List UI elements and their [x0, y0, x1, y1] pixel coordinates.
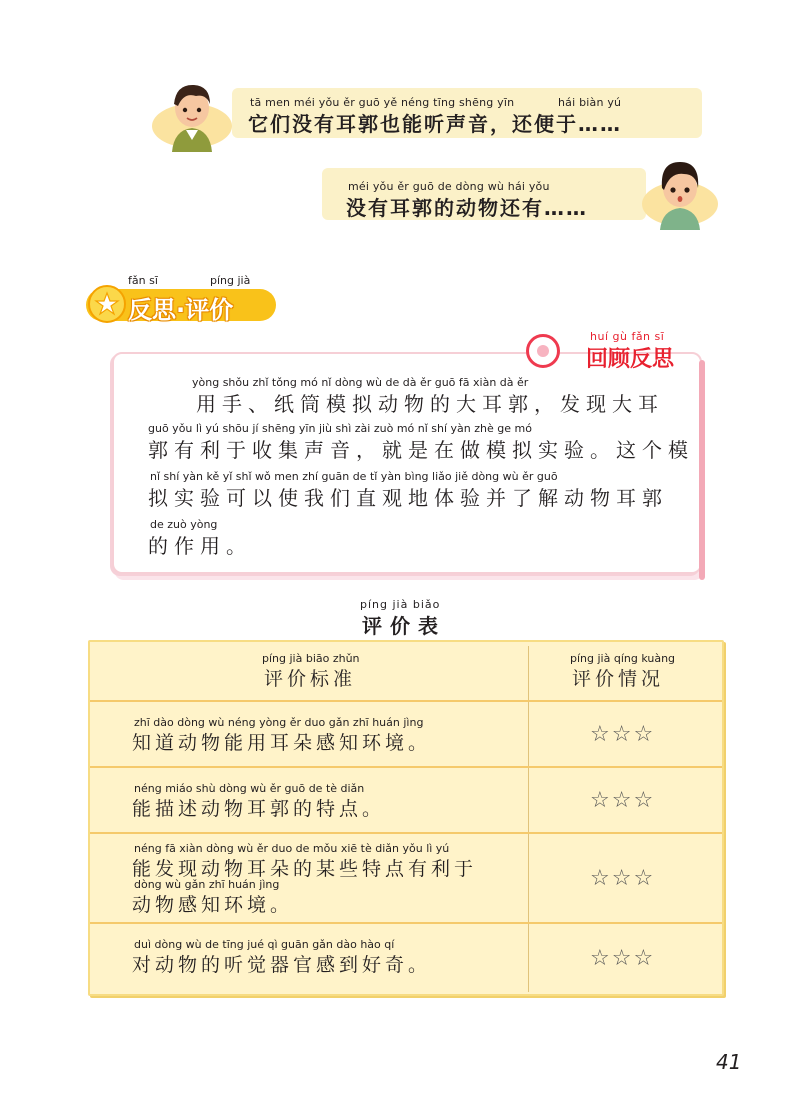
row-1-criteria: 知道动物能用耳朵感知环境。 — [132, 732, 432, 754]
reflection-line-2: 郭有利于收集声音，就是在做模拟实验。这个模 — [148, 438, 694, 462]
row-3-star-rating[interactable]: ☆☆☆ — [590, 866, 656, 891]
row-3-criteria: 能发现动物耳朵的某些特点有利于 — [132, 858, 478, 880]
reflection-line-3-pinyin: nǐ shí yàn kě yǐ shǐ wǒ men zhí guān de tǐ yàn bìng liǎo jiě dòng wù ěr guō — [150, 470, 558, 483]
row-4-pinyin: duì dòng wù de tīng jué qì guān gǎn dào hào qí — [134, 938, 395, 951]
reflection-badge-label: 回顾反思 — [586, 347, 675, 372]
header-result: 评价情况 — [572, 668, 665, 690]
row-2-star-rating[interactable]: ☆☆☆ — [590, 788, 656, 813]
boy-avatar — [150, 76, 234, 152]
reflection-badge-pinyin: huí gù fǎn sī — [590, 330, 665, 343]
dialog-2-text: 没有耳郭的动物还有…… — [346, 196, 588, 220]
reflection-line-3: 拟实验可以使我们直观地体验并了解动物耳郭 — [148, 486, 668, 510]
row-3-pinyin: néng fā xiàn dòng wù ěr duo de mǒu xiē tè diǎn yǒu lì yú — [134, 842, 450, 855]
table-title-pinyin: píng jià biǎo — [360, 598, 441, 611]
row-4-criteria: 对动物的听觉器官感到好奇。 — [132, 954, 432, 976]
section-pinyin-a: fǎn sī — [128, 274, 158, 287]
header-criteria: 评价标准 — [264, 668, 357, 690]
reflection-line-2-pinyin: guō yǒu lì yú shōu jí shēng yīn jiù shì zài zuò mó nǐ shí yàn zhè ge mó — [148, 422, 532, 435]
table-row-divider — [90, 766, 722, 768]
magnifier-icon — [526, 334, 560, 368]
header-criteria-pinyin: píng jià biāo zhǔn — [262, 652, 360, 665]
header-result-pinyin: píng jià qíng kuàng — [570, 652, 676, 665]
reflection-badge — [524, 330, 700, 370]
row-1-pinyin: zhī dào dòng wù néng yòng ěr duo gǎn zhī huán jìng — [134, 716, 424, 729]
table-row-divider — [90, 832, 722, 834]
reflection-line-4-pinyin: de zuò yòng — [150, 518, 218, 531]
section-pinyin-b: píng jià — [210, 274, 251, 287]
row-2-pinyin: néng miáo shù dòng wù ěr guō de tè diǎn — [134, 782, 365, 795]
reflection-line-1-pinyin: yòng shǒu zhǐ tǒng mó nǐ dòng wù de dà ěr guō fā xiàn dà ěr — [192, 376, 529, 389]
star-hand-icon — [88, 285, 126, 323]
dialog-1-pinyin-2: hái biàn yú — [558, 96, 622, 109]
row-3-criteria-2: 动物感知环境。 — [132, 894, 294, 916]
section-title: 反思·评价 — [128, 296, 234, 324]
reflection-line-4: 的作用。 — [148, 534, 252, 558]
table-row-divider — [90, 922, 722, 924]
row-2-criteria: 能描述动物耳郭的特点。 — [132, 798, 386, 820]
page-number: 41 — [716, 1050, 742, 1074]
row-1-star-rating[interactable]: ☆☆☆ — [590, 722, 656, 747]
section-title-block — [86, 283, 282, 323]
row-4-star-rating[interactable]: ☆☆☆ — [590, 946, 656, 971]
evaluation-table — [88, 640, 724, 996]
table-row-divider — [90, 700, 722, 702]
row-3-pinyin-2: dòng wù gǎn zhī huán jìng — [134, 878, 280, 891]
dialog-1-pinyin: tā men méi yǒu ěr guō yě néng tīng shēng yīn — [250, 96, 515, 109]
girl-avatar — [640, 152, 720, 230]
table-column-divider — [528, 646, 529, 992]
dialog-2-pinyin: méi yǒu ěr guō de dòng wù hái yǒu — [348, 180, 550, 193]
reflection-box-edge — [699, 360, 705, 580]
reflection-line-1: 用手、纸筒模拟动物的大耳郭，发现大耳 — [196, 392, 664, 416]
dialog-1-text: 它们没有耳郭也能听声音，还便于…… — [248, 112, 622, 136]
table-title: 评价表 — [362, 614, 446, 638]
